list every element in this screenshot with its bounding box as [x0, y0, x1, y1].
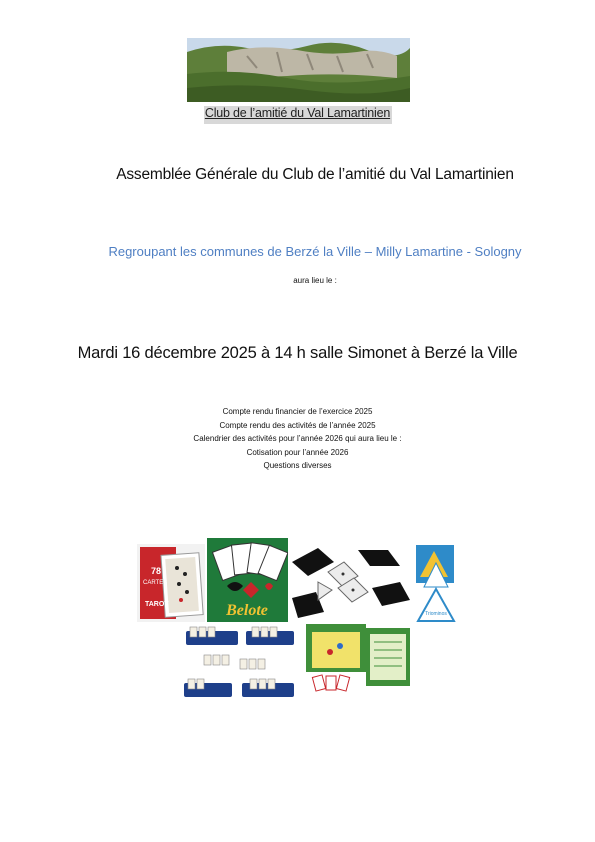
belote-cards-image: [207, 538, 288, 622]
agenda-item: Compte rendu financier de l’exercice 2025: [222, 407, 373, 416]
rummikub-racks-image: [180, 625, 300, 703]
intro-note: aura lieu le :: [293, 276, 337, 285]
agenda-item: Compte rendu des activités de l’année 2025: [219, 420, 376, 430]
triominos-box-image: [414, 543, 457, 623]
header-landscape-photo: [187, 38, 410, 102]
agenda-item: Cotisation pour l’année 2026: [246, 447, 349, 457]
agenda-item: Questions diverses: [263, 461, 332, 470]
communes-subtitle: Regroupant les communes de Berzé la Ville – Milly Lamartine - Sologny: [108, 244, 522, 259]
tarot-cards-image: [137, 544, 205, 622]
club-name-caption: Club de l’amitié du Val Lamartinien: [204, 106, 391, 120]
triominos-pieces-image: [288, 542, 414, 624]
board-game-image: [300, 622, 414, 700]
agenda-list: [0, 405, 595, 473]
tarot-title-label: TAROT: [145, 601, 169, 608]
triominos-box-label: Triominos: [425, 611, 447, 617]
event-date-line: Mardi 16 décembre 2025 à 14 h salle Simonet à Berzé la Ville: [77, 344, 518, 362]
tarot-number-label: 78: [151, 566, 162, 576]
tarot-cards-label: CARTES: [143, 580, 168, 586]
belote-title-label: Belote: [226, 602, 268, 619]
agenda-item: Calendrier des activités pour l’année 2026 qui aura lieu le :: [193, 434, 402, 443]
page-title: Assemblée Générale du Club de l’amitié du Val Lamartinien: [116, 166, 514, 183]
